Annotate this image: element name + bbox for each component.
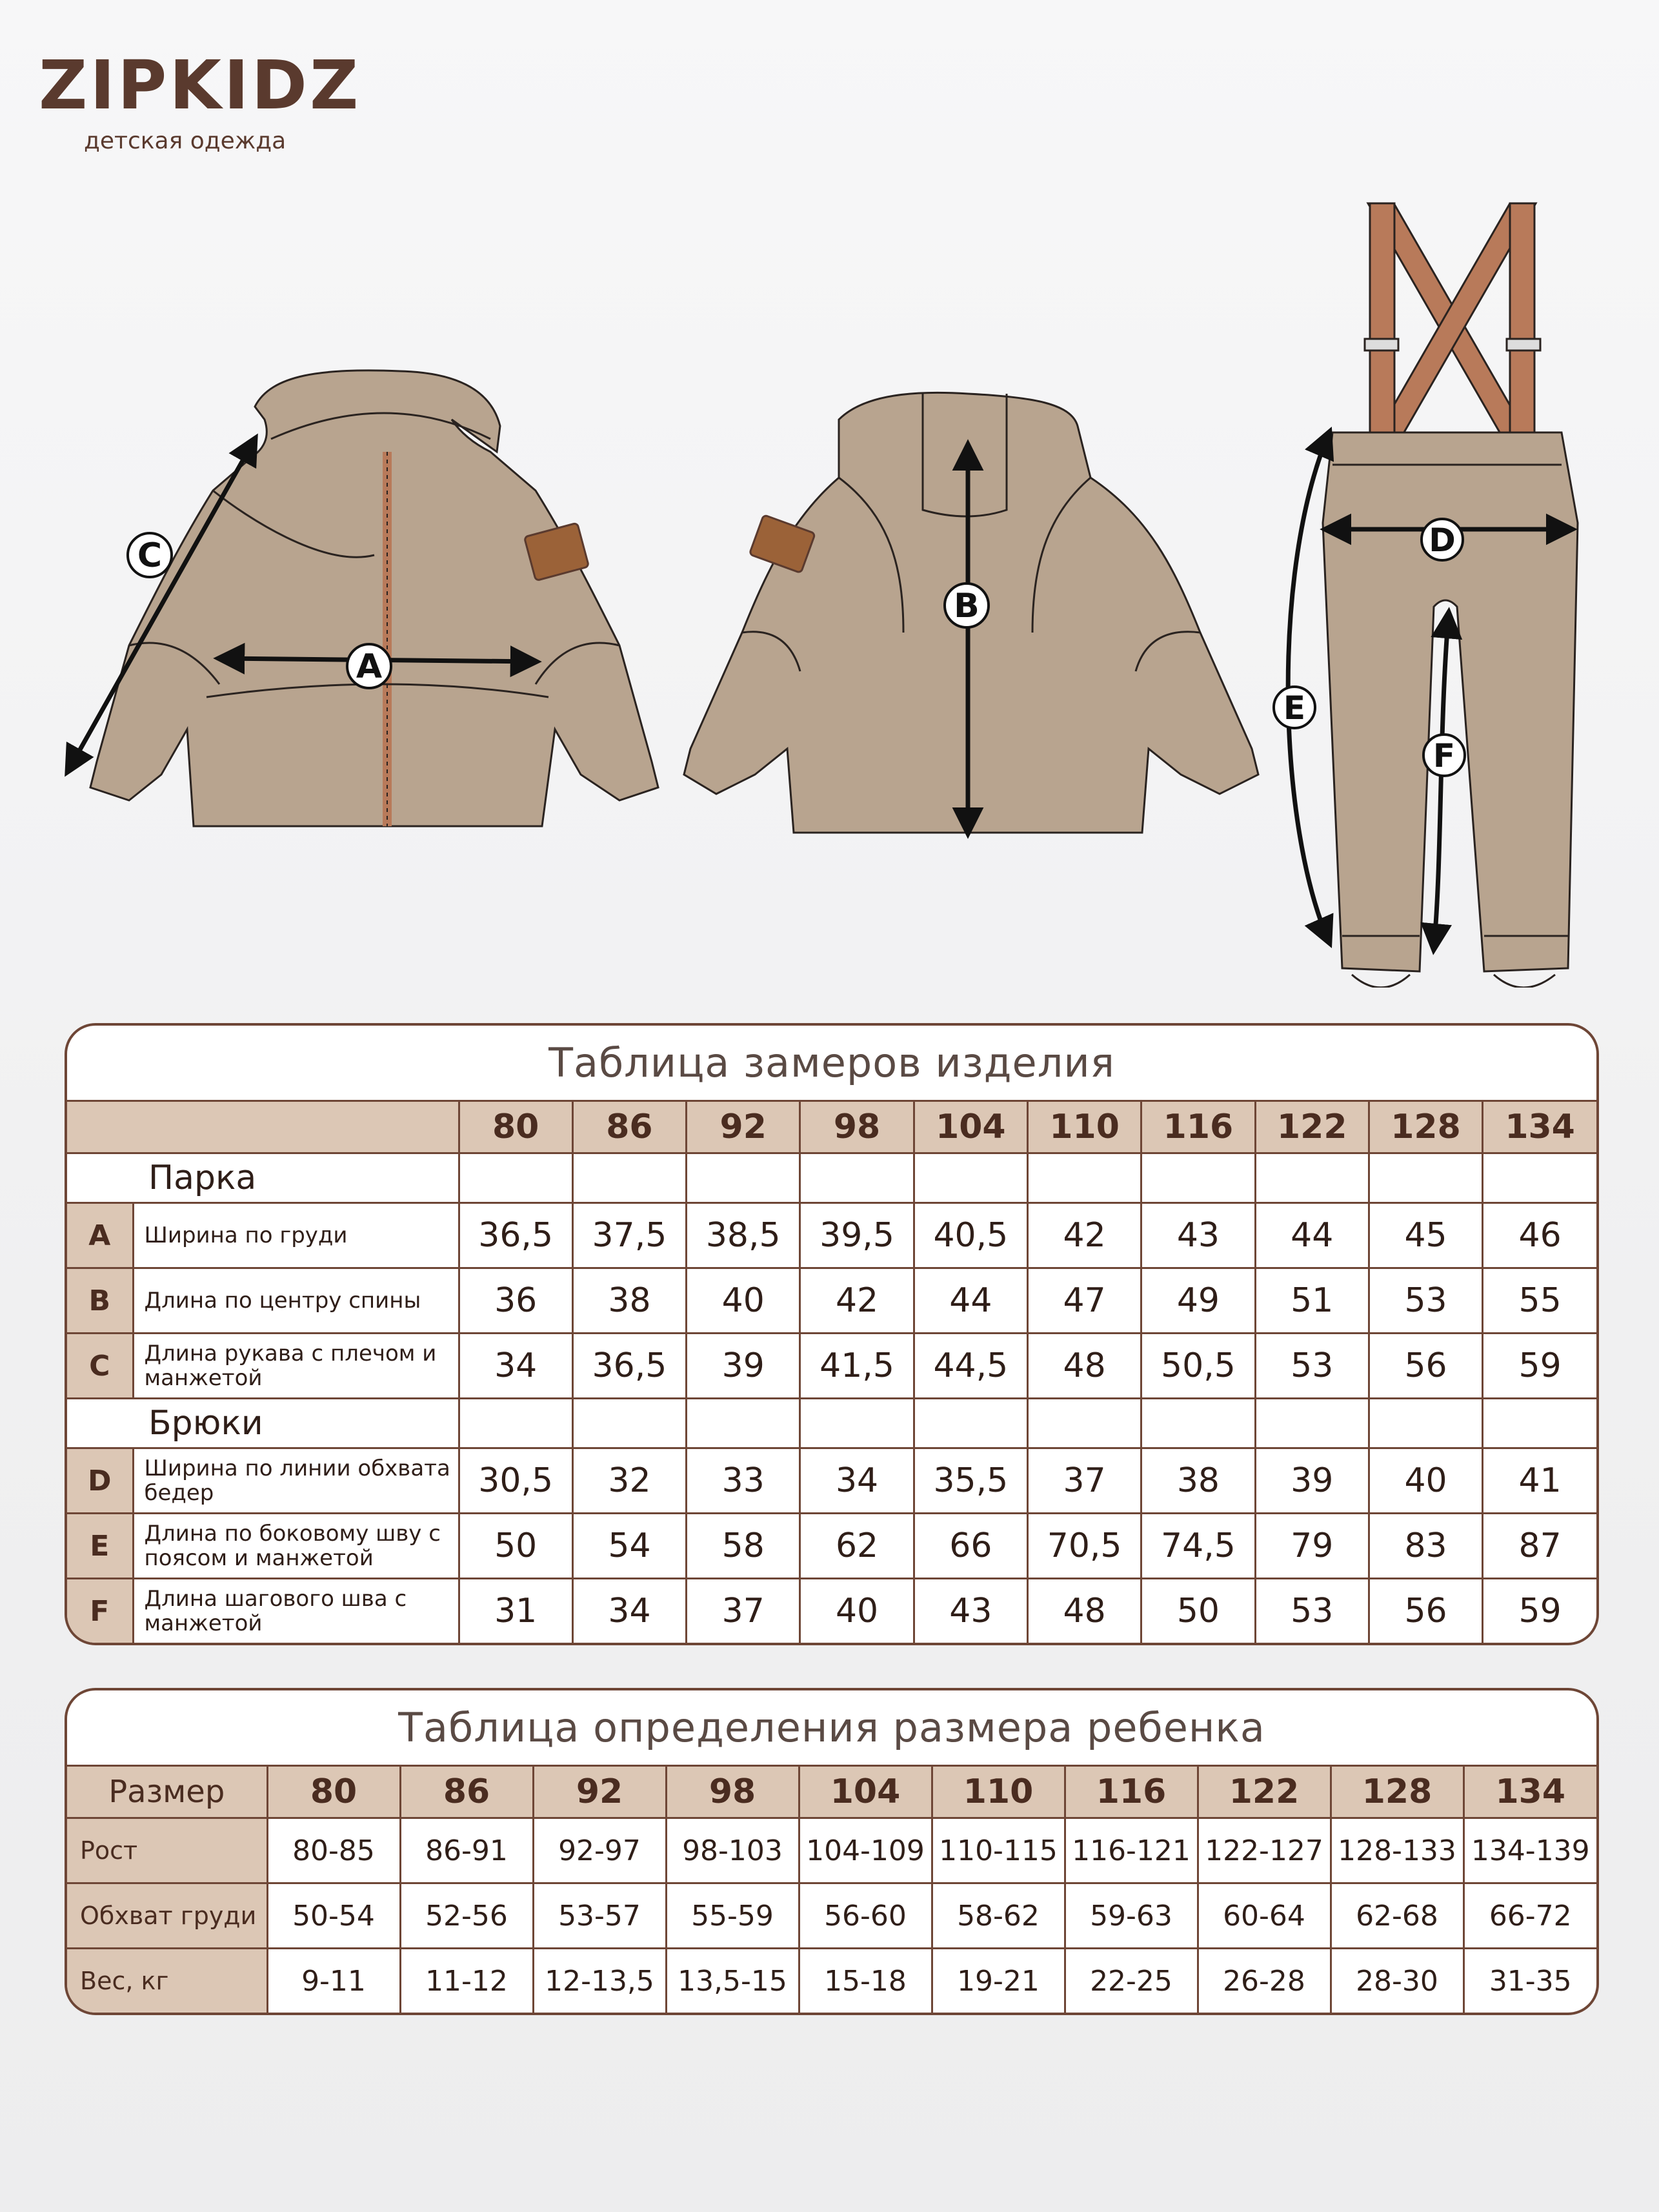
svg-text:C: C xyxy=(137,536,163,575)
cell: 116-121 xyxy=(1065,1818,1198,1883)
cell: 36,5 xyxy=(459,1203,572,1268)
cell: 56 xyxy=(1369,1334,1482,1399)
measure-header-row xyxy=(67,1101,1596,1153)
cell: 40 xyxy=(800,1579,914,1643)
table-row xyxy=(67,1514,1596,1579)
cell: 70,5 xyxy=(1027,1514,1141,1579)
row-code: E xyxy=(67,1514,133,1579)
cell: 35,5 xyxy=(914,1448,1027,1514)
row-code: C xyxy=(67,1334,133,1399)
garment-illustrations xyxy=(0,181,1659,988)
cell: 37,5 xyxy=(572,1203,686,1268)
row-label: Длина рукава с плечом и манжетой xyxy=(133,1334,459,1399)
svg-text:B: B xyxy=(954,587,980,625)
cell: 59 xyxy=(1483,1334,1596,1399)
cell: 74,5 xyxy=(1141,1514,1255,1579)
size-col: 128 xyxy=(1369,1101,1482,1153)
size-col: 98 xyxy=(666,1766,799,1818)
size-col: 86 xyxy=(400,1766,533,1818)
cell: 48 xyxy=(1027,1334,1141,1399)
cell: 104-109 xyxy=(799,1818,932,1883)
size-table-title: Таблица определения размера ребенка xyxy=(398,1704,1265,1751)
cell: 39,5 xyxy=(800,1203,914,1268)
header-blank xyxy=(67,1101,459,1153)
cell: 51 xyxy=(1255,1268,1369,1334)
row-code: F xyxy=(67,1579,133,1643)
cell: 37 xyxy=(1027,1448,1141,1514)
size-col: 116 xyxy=(1141,1101,1255,1153)
cell: 66 xyxy=(914,1514,1027,1579)
cell: 26-28 xyxy=(1198,1949,1331,2013)
cell: 22-25 xyxy=(1065,1949,1198,2013)
table-row xyxy=(67,1818,1596,1883)
cell: 53-57 xyxy=(533,1883,666,1949)
row-label: Длина по боковому шву с поясом и манжетой xyxy=(133,1514,459,1579)
cell: 39 xyxy=(687,1334,800,1399)
measure-table xyxy=(67,1100,1596,1643)
cell: 62-68 xyxy=(1331,1883,1463,1949)
row-label: Обхват груди xyxy=(67,1883,267,1949)
row-label: Длина по центру спины xyxy=(133,1268,459,1334)
cell: 31-35 xyxy=(1463,1949,1596,2013)
cell: 66-72 xyxy=(1463,1883,1596,1949)
label-b-marker xyxy=(945,583,989,627)
section-row-parka xyxy=(67,1153,1596,1203)
table-row xyxy=(67,1268,1596,1334)
cell: 39 xyxy=(1255,1448,1369,1514)
cell: 79 xyxy=(1255,1514,1369,1579)
cell: 31 xyxy=(459,1579,572,1643)
cell: 62 xyxy=(800,1514,914,1579)
size-col: 104 xyxy=(914,1101,1027,1153)
size-col: 104 xyxy=(799,1766,932,1818)
cell: 12-13,5 xyxy=(533,1949,666,2013)
cell: 134-139 xyxy=(1463,1818,1596,1883)
size-header-label: Размер xyxy=(67,1766,267,1818)
cell: 54 xyxy=(572,1514,686,1579)
section-label: Парка xyxy=(67,1153,459,1203)
cell: 58 xyxy=(687,1514,800,1579)
cell: 46 xyxy=(1483,1203,1596,1268)
cell: 86-91 xyxy=(400,1818,533,1883)
cell: 33 xyxy=(687,1448,800,1514)
cell: 36,5 xyxy=(572,1334,686,1399)
label-d-marker xyxy=(1422,519,1463,560)
brand-logo xyxy=(39,46,361,154)
cell: 40,5 xyxy=(914,1203,1027,1268)
cell: 53 xyxy=(1369,1268,1482,1334)
cell: 19-21 xyxy=(932,1949,1065,2013)
cell: 32 xyxy=(572,1448,686,1514)
label-f-marker xyxy=(1423,735,1465,776)
cell: 83 xyxy=(1369,1514,1482,1579)
cell: 56 xyxy=(1369,1579,1482,1643)
table-row xyxy=(67,1448,1596,1514)
row-label: Ширина по линии обхвата бедер xyxy=(133,1448,459,1514)
cell: 40 xyxy=(687,1268,800,1334)
cell: 34 xyxy=(800,1448,914,1514)
brand-tagline: детская одежда xyxy=(84,128,287,154)
table-row xyxy=(67,1949,1596,2013)
row-label: Вес, кг xyxy=(67,1949,267,2013)
cell: 42 xyxy=(800,1268,914,1334)
cell: 50-54 xyxy=(267,1883,400,1949)
size-col: 98 xyxy=(800,1101,914,1153)
cell: 59-63 xyxy=(1065,1883,1198,1949)
cell: 44 xyxy=(914,1268,1027,1334)
cell: 41 xyxy=(1483,1448,1596,1514)
row-code: A xyxy=(67,1203,133,1268)
cell: 58-62 xyxy=(932,1883,1065,1949)
row-code: D xyxy=(67,1448,133,1514)
size-col: 110 xyxy=(932,1766,1065,1818)
brand-name: ZIPKIDZ xyxy=(39,46,361,125)
cell: 38 xyxy=(1141,1448,1255,1514)
cell: 110-115 xyxy=(932,1818,1065,1883)
size-col: 122 xyxy=(1198,1766,1331,1818)
label-c-marker xyxy=(128,533,172,577)
size-table xyxy=(67,1765,1596,2013)
cell: 15-18 xyxy=(799,1949,932,2013)
section-row-pants xyxy=(67,1399,1596,1448)
cell: 42 xyxy=(1027,1203,1141,1268)
cell: 50 xyxy=(1141,1579,1255,1643)
cell: 30,5 xyxy=(459,1448,572,1514)
row-label: Длина шагового шва с манжетой xyxy=(133,1579,459,1643)
cell: 53 xyxy=(1255,1334,1369,1399)
size-col: 128 xyxy=(1331,1766,1463,1818)
row-label: Рост xyxy=(67,1818,267,1883)
parka-front-drawing xyxy=(68,370,658,826)
cell: 49 xyxy=(1141,1268,1255,1334)
cell: 28-30 xyxy=(1331,1949,1463,2013)
size-col: 80 xyxy=(267,1766,400,1818)
cell: 11-12 xyxy=(400,1949,533,2013)
row-code: B xyxy=(67,1268,133,1334)
cell: 122-127 xyxy=(1198,1818,1331,1883)
cell: 80-85 xyxy=(267,1818,400,1883)
pants-drawing xyxy=(1288,203,1578,988)
label-a-marker xyxy=(347,644,391,688)
cell: 56-60 xyxy=(799,1883,932,1949)
table-row xyxy=(67,1579,1596,1643)
size-col: 80 xyxy=(459,1101,572,1153)
cell: 37 xyxy=(687,1579,800,1643)
cell: 47 xyxy=(1027,1268,1141,1334)
cell: 43 xyxy=(1141,1203,1255,1268)
cell: 45 xyxy=(1369,1203,1482,1268)
cell: 53 xyxy=(1255,1579,1369,1643)
cell: 40 xyxy=(1369,1448,1482,1514)
size-col: 116 xyxy=(1065,1766,1198,1818)
table-row xyxy=(67,1883,1596,1949)
cell: 38,5 xyxy=(687,1203,800,1268)
cell: 48 xyxy=(1027,1579,1141,1643)
measure-table-title: Таблица замеров изделия xyxy=(548,1039,1115,1086)
cell: 50 xyxy=(459,1514,572,1579)
table-row xyxy=(67,1334,1596,1399)
size-col: 92 xyxy=(533,1766,666,1818)
cell: 87 xyxy=(1483,1514,1596,1579)
size-table-card xyxy=(65,1688,1599,2015)
cell: 13,5-15 xyxy=(666,1949,799,2013)
cell: 41,5 xyxy=(800,1334,914,1399)
table-row xyxy=(67,1203,1596,1268)
size-header-row xyxy=(67,1766,1596,1818)
cell: 52-56 xyxy=(400,1883,533,1949)
cell: 36 xyxy=(459,1268,572,1334)
cell: 44,5 xyxy=(914,1334,1027,1399)
svg-text:F: F xyxy=(1433,737,1456,775)
cell: 38 xyxy=(572,1268,686,1334)
size-col: 110 xyxy=(1027,1101,1141,1153)
size-col: 86 xyxy=(572,1101,686,1153)
section-label: Брюки xyxy=(67,1399,459,1448)
svg-text:E: E xyxy=(1283,689,1306,727)
svg-text:A: A xyxy=(356,647,383,686)
cell: 60-64 xyxy=(1198,1883,1331,1949)
row-label: Ширина по груди xyxy=(133,1203,459,1268)
cell: 50,5 xyxy=(1141,1334,1255,1399)
cell: 44 xyxy=(1255,1203,1369,1268)
cell: 92-97 xyxy=(533,1818,666,1883)
cell: 59 xyxy=(1483,1579,1596,1643)
size-col: 122 xyxy=(1255,1101,1369,1153)
size-col: 92 xyxy=(687,1101,800,1153)
cell: 34 xyxy=(459,1334,572,1399)
measure-table-card xyxy=(65,1023,1599,1645)
size-col: 134 xyxy=(1483,1101,1596,1153)
size-col: 134 xyxy=(1463,1766,1596,1818)
cell: 128-133 xyxy=(1331,1818,1463,1883)
cell: 9-11 xyxy=(267,1949,400,2013)
cell: 98-103 xyxy=(666,1818,799,1883)
cell: 55 xyxy=(1483,1268,1596,1334)
svg-text:D: D xyxy=(1429,522,1456,559)
cell: 34 xyxy=(572,1579,686,1643)
cell: 55-59 xyxy=(666,1883,799,1949)
label-e-marker xyxy=(1274,687,1315,728)
cell: 43 xyxy=(914,1579,1027,1643)
